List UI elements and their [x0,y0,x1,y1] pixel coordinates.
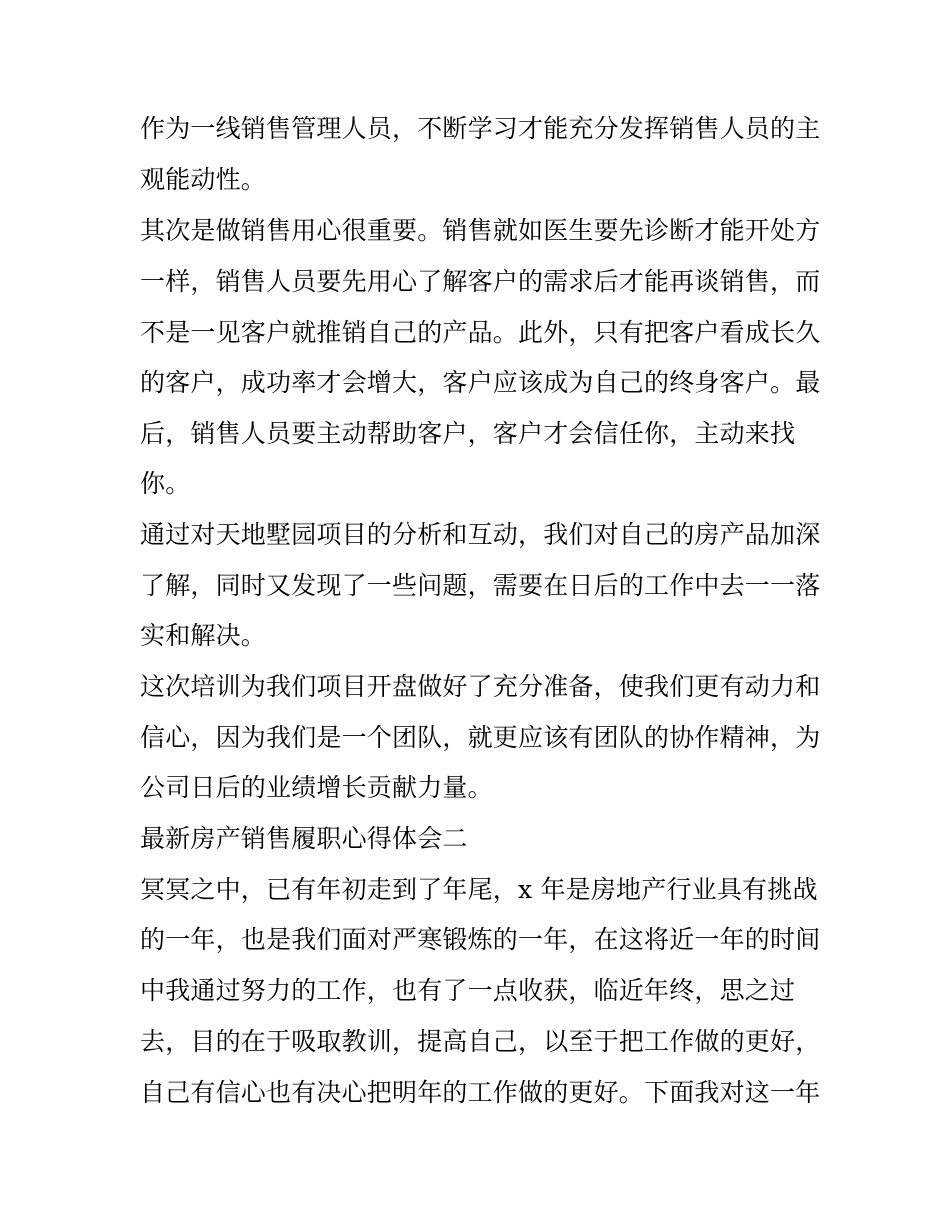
text-line: 实和解决。 [140,621,267,650]
section-heading: 最新房产销售履职心得体会二 [140,824,468,853]
text-line: 其次是做销售用心很重要。销售就如医生要先诊断才能开处方 [140,216,821,245]
text-line: 了解，同时又发现了一些问题，需要在日后的工作中去一一落 [140,571,821,600]
text-line: 的客户，成功率才会增大，客户应该成为自己的终身客户。最 [140,368,821,397]
text-line: 公司日后的业绩增长贡献力量。 [140,773,493,802]
text-line: 这次培训为我们项目开盘做好了充分准备，使我们更有动力和 [140,672,821,701]
text-line: 的一年，也是我们面对严寒锻炼的一年，在这将近一年的时间 [140,925,821,954]
text-line: 一样，销售人员要先用心了解客户的需求后才能再谈销售，而 [140,267,821,296]
text-line: 冥冥之中，已有年初走到了年尾，x 年是房地产行业具有挑战 [140,875,818,904]
text-line: 你。 [140,469,191,498]
text-line: 信心，因为我们是一个团队，就更应该有团队的协作精神，为 [140,723,821,752]
text-line: 去，目的在于吸取教训，提高自己，以至于把工作做的更好， [140,1027,821,1056]
text-line: 不是一见客户就推销自己的产品。此外，只有把客户看成长久 [140,318,821,347]
text-line: 自己有信心也有决心把明年的工作做的更好。下面我对这一年 [140,1078,821,1107]
text-line: 观能动性。 [140,165,267,194]
text-line: 通过对天地墅园项目的分析和互动，我们对自己的房产品加深 [140,520,821,549]
text-line: 中我通过努力的工作，也有了一点收获，临近年终，思之过 [140,976,796,1005]
text-line: 后，销售人员要主动帮助客户，客户才会信任你，主动来找 [140,419,796,448]
text-line: 作为一线销售管理人员，不断学习才能充分发挥销售人员的主 [140,114,821,143]
